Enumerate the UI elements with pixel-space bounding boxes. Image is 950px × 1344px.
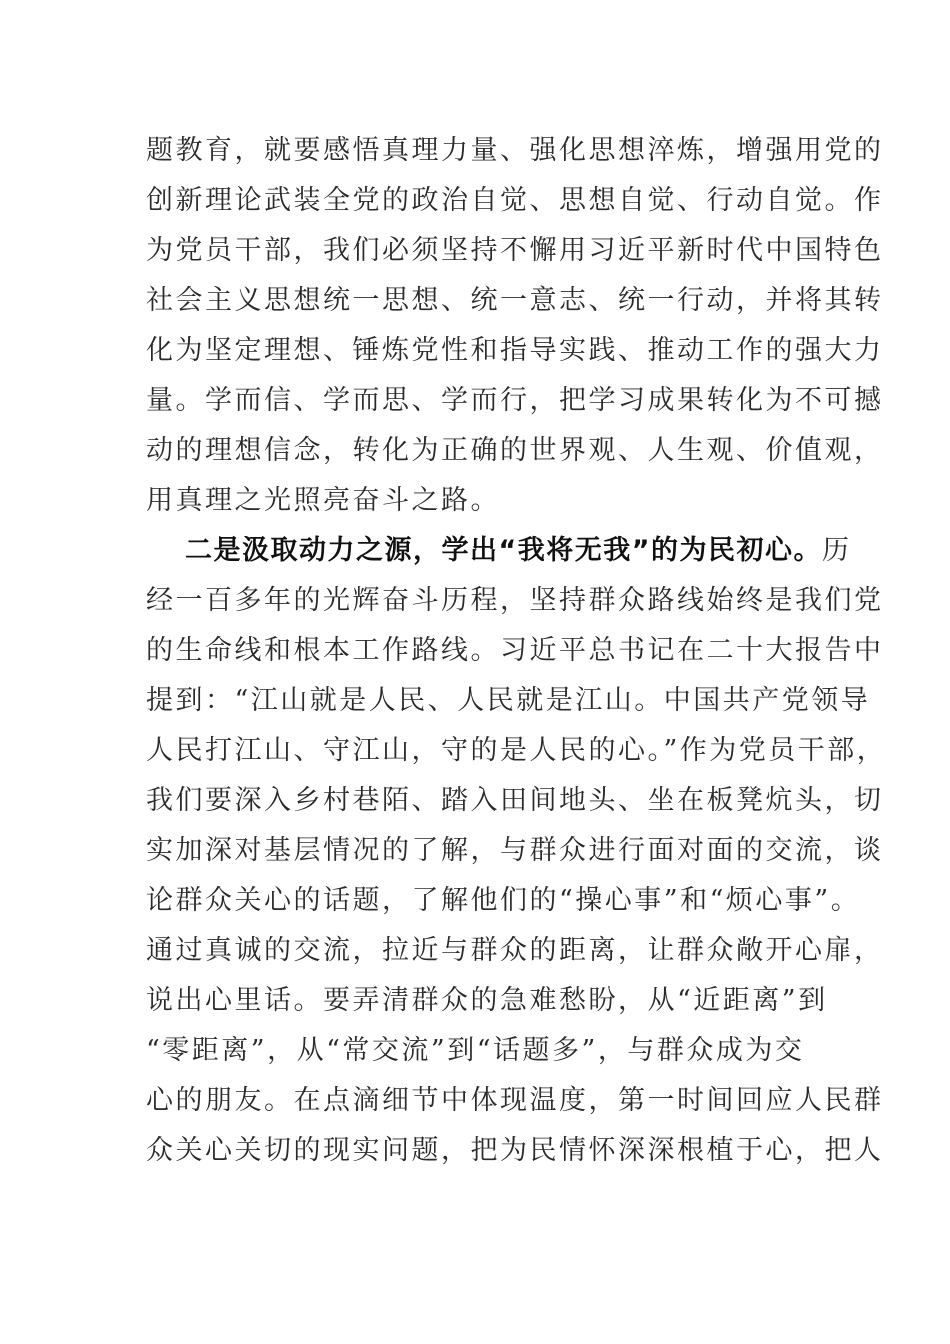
paragraph-line: 化为坚定理想、锤炼党性和指导实践、推动工作的强大力 xyxy=(146,335,884,366)
paragraph-line: “零距离”，从“常交流”到“话题多”，与群众成为交 xyxy=(146,1035,805,1066)
paragraph-line: 众关心关切的现实问题，把为民情怀深深根植于心，把人 xyxy=(146,1135,884,1166)
section-heading: 二是汲取动力之源，学出“我将无我”的为民初心。 xyxy=(185,535,822,566)
paragraph-line: 用真理之光照亮奋斗之路。 xyxy=(146,485,500,516)
paragraph-line: 创新理论武装全党的政治自觉、思想自觉、行动自觉。作 xyxy=(146,185,884,216)
paragraph-line-rest: 历 xyxy=(822,535,852,566)
paragraph-line: 实加深对基层情况的了解，与群众进行面对面的交流，谈 xyxy=(146,835,884,866)
paragraph-line: 通过真诚的交流，拉近与群众的距离，让群众敞开心扉， xyxy=(146,935,884,966)
paragraph-first-line xyxy=(146,526,852,576)
paragraph-line: 经一百多年的光辉奋斗历程，坚持群众路线始终是我们党 xyxy=(146,585,884,616)
paragraph-line: 题教育，就要感悟真理力量、强化思想淬炼，增强用党的 xyxy=(146,135,884,166)
document-body xyxy=(146,126,887,1176)
paragraph-1 xyxy=(146,126,884,526)
paragraph-line: 量。学而信、学而思、学而行，把学习成果转化为不可撼 xyxy=(146,385,884,416)
paragraph-line: 为党员干部，我们必须坚持不懈用习近平新时代中国特色 xyxy=(146,235,884,266)
paragraph-line: 论群众关心的话题，了解他们的“操心事”和“烦心事”。 xyxy=(146,885,861,916)
paragraph-line: 的生命线和根本工作路线。习近平总书记在二十大报告中 xyxy=(146,635,884,666)
paragraph-line: 动的理想信念，转化为正确的世界观、人生观、价值观， xyxy=(146,435,884,466)
paragraph-line: 说出心里话。要弄清群众的急难愁盼，从“近距离”到 xyxy=(146,985,828,1016)
paragraph-line: 人民打江山、守江山，守的是人民的心。”作为党员干部， xyxy=(146,735,887,766)
paragraph-line: 社会主义思想统一思想、统一意志、统一行动，并将其转 xyxy=(146,285,884,316)
paragraph-line: 我们要深入乡村巷陌、踏入田间地头、坐在板凳炕头，切 xyxy=(146,785,884,816)
paragraph-line: 提到：“江山就是人民、人民就是江山。中国共产党领导 xyxy=(146,685,871,716)
paragraph-line: 心的朋友。在点滴细节中体现温度，第一时间回应人民群 xyxy=(146,1085,884,1116)
paragraph-2 xyxy=(146,526,887,1176)
